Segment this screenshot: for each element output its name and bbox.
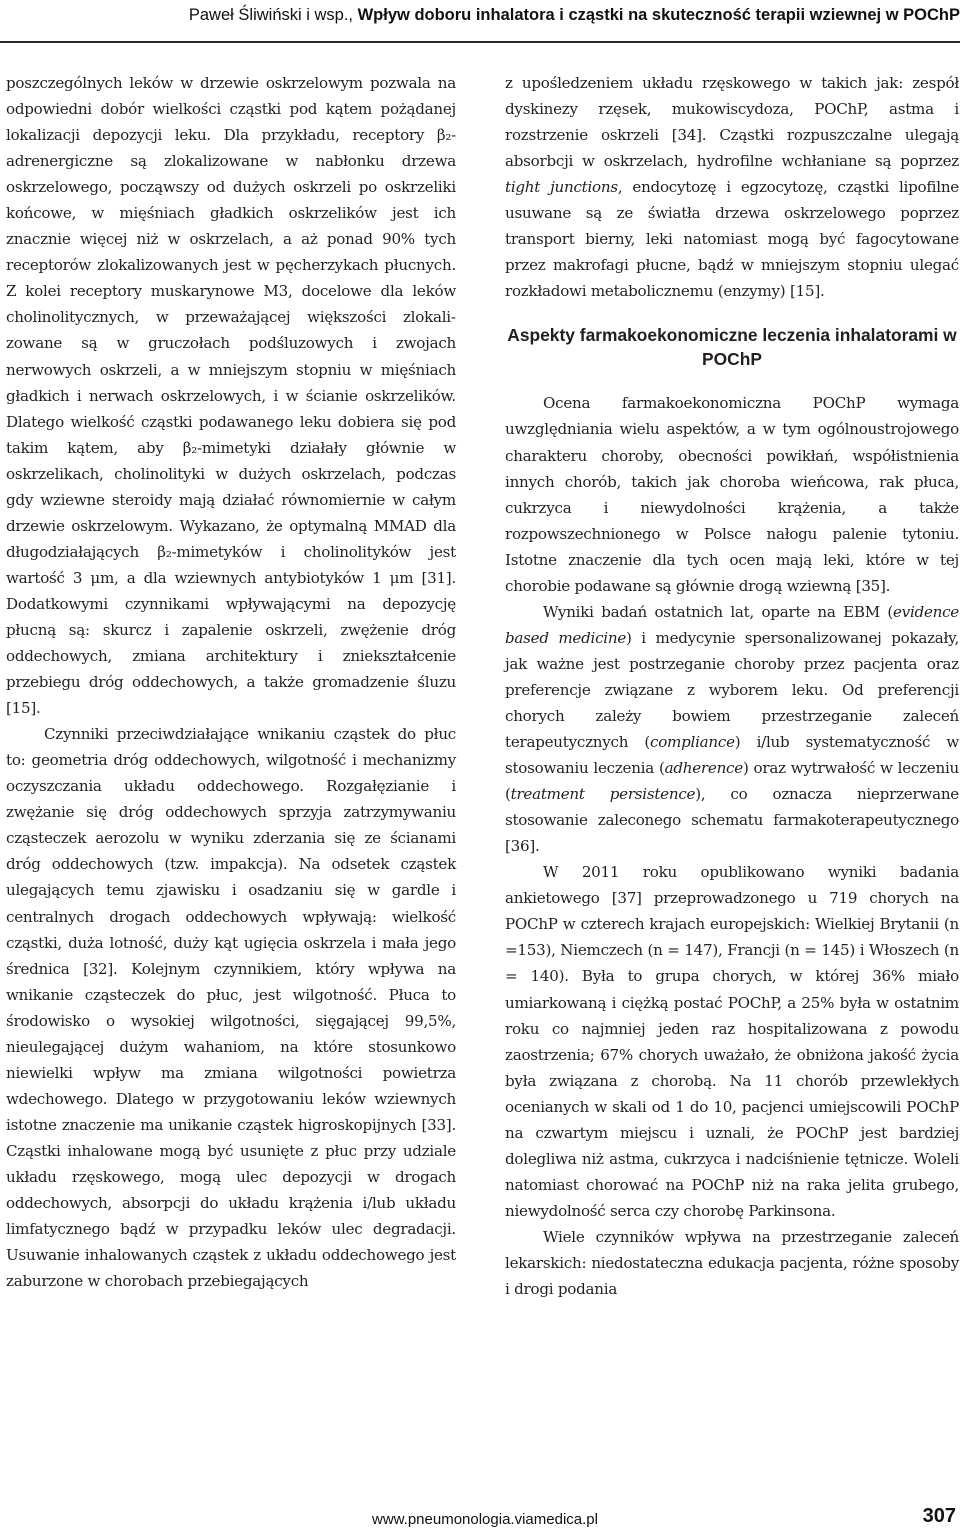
italic-term: treatment persistence	[510, 785, 696, 804]
paragraph: Wiele czynników wpływa na przestrzeganie zaleceń lekarskich: niedostateczna edukacja pacjenta, różne sposoby i drogi podania	[505, 1227, 959, 1299]
paragraph: Wyniki badań ostatnich lat, oparte na EBM (evidence based medicine) i medycynie spersonalizowanej pokazały, jak ważne jest postrzeganie choroby przez pacjenta oraz preferencje związane z wyborem leku. Od preferencji chorych zależy bowiem przestrzeganie zaleceń terapeutycznych (compliance) i/lub systematyczność w stosowaniu leczenia (adherence) oraz wytrwałość w leczeniu (treatment persistence), co oznacza nieprzerwane stosowanie zaleconego schematu farmakoterapeutycznego [36].	[505, 602, 959, 856]
paragraph: poszczególnych leków w drzewie oskrzelowym pozwala na odpowiedni dobór wielkości cząstki pod kątem pożądanej lokalizacji depozycji leku. Dla przykładu, receptory β₂-adrenergiczne są zlokalizowane w nabłonku drzewa oskrzelowego, począwszy od dużych oskrzeli po oskrzeliki końcowe, w mięśniach gładkich oskrzelików jest ich znacznie więcej niż w oskrzelach, a aż ponad 90% tych receptorów zlokalizowanych jest w pęcherzykach płucnych. Z kolei receptory muskarynowe M3, docelowe dla leków cholinolitycznych, w przeważającej większości zlokalizowane są w gruczołach podśluzowych i zwojach nerwowych oskrzeli, a w mniejszym stopniu w mięśniach gładkich i nerwach oskrzelowych, i w ścianie oskrzelików. Dlatego wielkość cząstki podawanego leku dobiera się pod takim kątem, aby β₂-mimetyki działały głównie w oskrzelikach, cholinolityki w dużych oskrzelach, podczas gdy wziewne steroidy mają działać równomiernie w całym drzewie oskrzelowym. Wykazano, że optymalną MMAD dla długodziałających β₂-mimetyków i cholinolityków jest wartość 3 μm, a dla wziewnych antybiotyków 1 μm [31]. Dodatkowymi czynnikami wpływającymi na depozycję płucną są: skurcz i zapalenie oskrzeli, zwężenie dróg oddechowych, zmiana architektury i zniekształcenie przebiegu dróg oddechowych, a także gromadzenie śluzu [15].	[6, 74, 456, 718]
header-article-title: Wpływ doboru inhalatora i cząstki na skuteczność terapii wziewnej w POChP	[357, 6, 960, 24]
right-column	[505, 70, 959, 1302]
header-rule	[0, 41, 960, 43]
paragraph: Czynniki przeciwdziałające wnikaniu cząstek do płuc to: geometria dróg oddechowych, wilgotność i mechanizmy oczyszczania układu oddechowego. Rozgałęzianie i zwężanie się dróg oddechowych sprzyja zatrzymywaniu cząsteczek aerozolu w wyniku zderzania się ze ścianami dróg oddechowych (tzw. impakcja). Na odsetek cząstek ulegających temu zjawisku i osadzaniu się w gardle i centralnych drogach oddechowych wpływają: wielkość cząstki, duża lotność, duży kąt ugięcia oskrzela i mała jego średnica [32]. Kolejnym czynnikiem, który wpływa na wnikanie cząsteczek do płuc, jest wilgotność. Płuca to środowisko o wysokiej wilgotności, sięgającej 99,5%, nieulegającej dużym wahaniom, na które stosunkowo niewielki wpływ ma zmiana wilgotności powietrza wdechowego. Dlatego w przygotowaniu leków wziewnych istotne znaczenie ma unikanie cząstek higroskopijnych [33]. Cząstki inhalowane mogą być usunięte z płuc przy udziale układu rzęskowego, mogą ulec depozycji w drogach oddechowych, absorpcji do układu krążenia i/lub układu limfatycznego bądź w przypadku leków ulec degradacji. Usuwanie inhalowanych cząstek z układu oddechowego jest zaburzone w chorobach przebiegających	[6, 725, 456, 1291]
italic-term: evidence based medicine	[505, 602, 959, 647]
paragraph: W 2011 roku opublikowano wyniki badania ankietowego [37] przeprowadzonego u 719 chorych na POChP w czterech krajach europejskich: Wielkiej Brytanii (n =153), Niemczech (n = 147), Francji (n = 145) i Włoszech (n = 140). Była to grupa chorych, w której 36% miało umiarkowaną i ciężką postać POChP, a 25% była w ostatnim roku co najmniej jeden raz hospitalizowana z powodu zaostrzenia; 67% chorych uważało, że obniżona jakość życia była związana z chorobą. Na 11 chorób przewlekłych ocenianych w skali od 1 do 10, pacjenci umiejscowili POChP na czwartym miejscu i uznali, że POChP jest bardziej dolegliwa niż astma, cukrzyca i nadciśnienie tętnicze. Woleli natomiast chorować na POChP niż na raka jelita grubego, niewydolność serca czy chorobę Parkinsona.	[505, 863, 959, 1220]
footer-url[interactable]: www.pneumonologia.viamedica.pl	[372, 1511, 598, 1528]
left-column	[6, 70, 456, 1294]
italic-term: adherence	[664, 759, 743, 778]
italic-term: tight junctions	[505, 178, 618, 197]
paragraph: z upośledzeniem układu rzęskowego w takich jak: zespół dyskinezy rzęsek, mukowiscydoza, POChP, astma i rozstrzenie oskrzeli [34]. Cząstki rozpuszczalne ulegają absorbcji w oskrzelach, hydrofilne wchłaniane są poprzez tight junctions, endocytozę i egzocytozę, cząstki lipofilne usuwane są ze światła drzewa oskrzelowego poprzez transport bierny, leki natomiast mogą być fagocytowane przez makrofagi płucne, bądź w mniejszym stopniu ulegać rozkładowi metabolicznemu (enzymy) [15].	[505, 74, 959, 301]
paragraph: Ocena farmakoekonomiczna POChP wymaga uwzględniania wielu aspektów, a w tym ogólnoustrojowego charakteru choroby, obecności powikłań, współistnienia innych chorób, takich jak choroba wieńcowa, rak płuca, cukrzyca i niewydolności krążenia, a także rozpowszechnionego w Polsce nałogu palenie tytoniu. Istotne znaczenie dla tych ocen mają leki, które w tej chorobie podawane są głównie drogą wziewną [35].	[505, 394, 959, 595]
header-authors: Paweł Śliwiński i wsp.,	[188, 6, 354, 24]
running-header	[0, 4, 960, 26]
page-number: 307	[922, 1505, 956, 1527]
italic-term: compliance	[650, 733, 735, 752]
section-heading: Aspekty farmakoekonomiczne leczenia inhalatorami w POChP	[507, 325, 957, 369]
